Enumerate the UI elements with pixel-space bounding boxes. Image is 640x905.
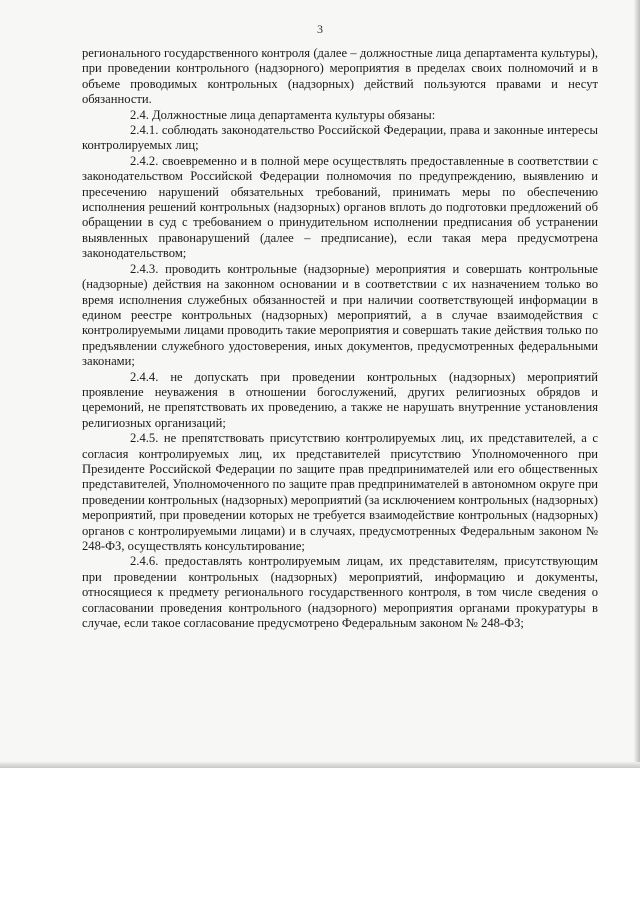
document-body xyxy=(82,46,598,631)
paragraph-2-4-4: 2.4.4. не допускать при проведении контрольных (надзорных) мероприятий проявление неуважения в отношении богослужений, других религиозных обрядов и церемоний, не препятствовать их проведению, а также не нарушать внутренние установления религиозных организаций; xyxy=(82,369,598,430)
scan-edge-bottom xyxy=(0,762,640,768)
paragraph-2-4: 2.4. Должностные лица департамента культуры обязаны: xyxy=(130,107,436,122)
paragraph-continuation: регионального государственного контроля (далее – должностные лица департамента культуры), при проведении контрольного (надзорного) мероприятия в пределах своих полномочий и в объеме проводимых контрольных (надзорных) действий пользуются правами и несут обязанности. xyxy=(82,46,598,107)
page-number: 3 xyxy=(317,22,323,36)
paragraph-2-4-3: 2.4.3. проводить контрольные (надзорные) мероприятия и совершать контрольные (надзорные) действия на законном основании и в соответствии с их назначением только во время исполнения служебных обязанностей и при наличии соответствующей информации в едином реестре контрольных (надзорных) мероприятий, а в случае взаимодействия с контролируемыми лицами проводить такие мероприятия и совершать такие действия только по предъявлении служебного удостоверения, иных документов, предусмотренных федеральными законами; xyxy=(82,261,598,369)
paragraph-2-4-1: 2.4.1. соблюдать законодательство Российской Федерации, права и законные интересы контролируемых лиц; xyxy=(82,123,598,153)
paragraph-2-4-6: 2.4.6. предоставлять контролируемым лицам, их представителям, присутствующим при проведении контрольных (надзорных) мероприятий, информацию и документы, относящиеся к предмету регионального государственного контроля, в том числе сведения о согласовании проведения контрольного (надзорного) мероприятия органами прокуратуры в случае, если такое согласование предусмотрено Федеральным законом № 248-ФЗ; xyxy=(82,554,598,631)
scan-edge-right xyxy=(634,0,640,768)
paragraph-2-4-5: 2.4.5. не препятствовать присутствию контролируемых лиц, их представителей, а с согласия контролируемых лиц, их представителей присутствию Уполномоченного при Президенте Российской Федерации по защите прав предпринимателей или его общественных представителей, Уполномоченного по защите прав предпринимателей в автономном округе при проведении контрольных (надзорных) мероприятий (за исключением контрольных (надзорных) мероприятий, при проведении которых не требуется взаимодействие контрольных (надзорных) органов с контролируемыми лицами) и в случаях, предусмотренных Федеральным законом № 248-ФЗ, осуществлять консультирование; xyxy=(82,431,598,553)
paragraph-2-4-2: 2.4.2. своевременно и в полной мере осуществлять предоставленные в соответствии с законодательством Российской Федерации полномочия по предупреждению, выявлению и пресечению нарушений обязательных требований, принимать меры по обеспечению исполнения решений контрольных (надзорных) органов вплоть до подготовки предложений об обращении в суд с требованием о принудительном исполнении предписания об устранении выявленных правонарушений (далее – предписание), если такая мера предусмотрена законодательством; xyxy=(82,153,598,261)
